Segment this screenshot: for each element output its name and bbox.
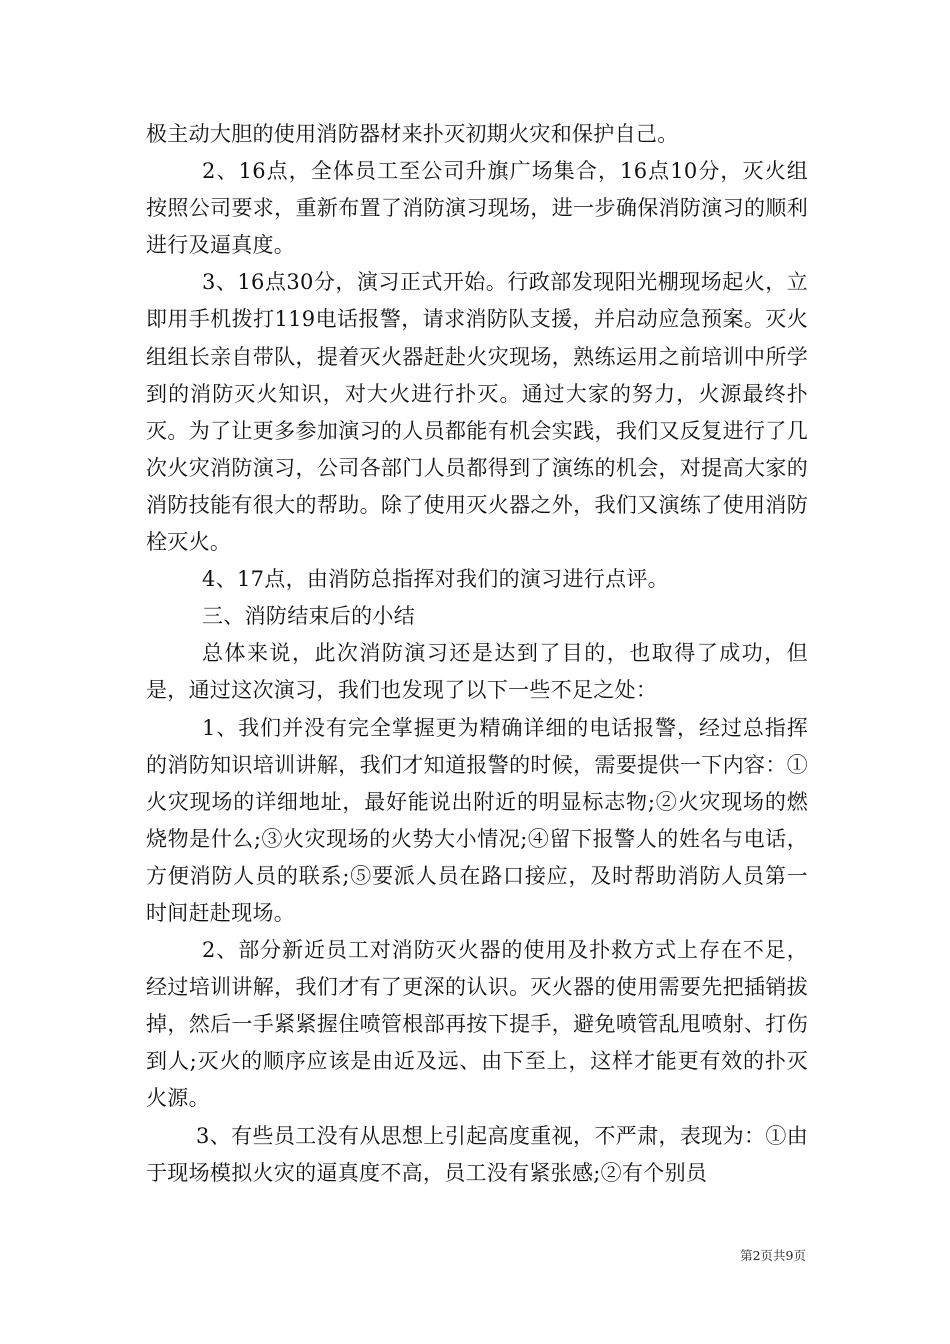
paragraph-8: 2、部分新近员工对消防灭火器的使用及扑救方式上存在不足，经过培训讲解，我们才有了更深的认识。灭火器的使用需要先把插销拔掉，然后一手紧紧握住喷管根部再按下提手，避免喷管乱甩喷射、打伤到人;灭火的顺序应该是由近及远、由下至上，这样才能更有效的扑灭火源。 [146, 938, 808, 1111]
paragraph-2: 2、16点，全体员工至公司升旗广场集合，16点10分，灭火组按照公司要求，重新布置了消防演习现场，进一步确保消防演习的顺利进行及逼真度。 [146, 159, 808, 258]
document-body [146, 116, 808, 1192]
paragraph-7: 1、我们并没有完全掌握更为精确详细的电话报警，经过总指挥的消防知识培训讲解，我们才知道报警的时候，需要提供一下内容：①火灾现场的详细地址，最好能说出附近的明显标志物;②火灾现场的燃烧物是什么;③火灾现场的火势大小情况;④留下报警人的姓名与电话，方便消防人员的联系;⑤要派人员在路口接应，及时帮助消防人员第一时间赶赴现场。 [146, 715, 808, 925]
paragraph-1: 极主动大胆的使用消防器材来扑灭初期火灾和保护自己。 [146, 122, 679, 146]
paragraph-9: 3、有些员工没有从思想上引起高度重视，不严肃，表现为：①由于现场模拟火灾的逼真度不高，员工没有紧张感;②有个别员 [146, 1123, 808, 1185]
page-footer: 第2页共9页 [740, 1248, 806, 1263]
section-heading: 三、消防结束后的小结 [202, 604, 415, 629]
paragraph-4: 4、17点，由消防总指挥对我们的演习进行点评。 [202, 567, 669, 592]
paragraph-6: 总体来说，此次消防演习还是达到了目的，也取得了成功，但是，通过这次演习，我们也发现了以下一些不足之处： [146, 641, 808, 703]
paragraph-3: 3、16点30分，演习正式开始。行政部发现阳光棚现场起火，立即用手机拨打119电话报警，请求消防队支援，并启动应急预案。灭火组组长亲自带队，提着灭火器赶赴火灾现场，熟练运用之前培训中所学到的消防灭火知识，对大火进行扑灭。通过大家的努力，火源最终扑灭。为了让更多参加演习的人员都能有机会实践，我们又反复进行了几次火灾消防演习，公司各部门人员都得到了演练的机会，对提高大家的消防技能有很大的帮助。除了使用灭火器之外，我们又演练了使用消防栓灭火。 [146, 270, 808, 555]
